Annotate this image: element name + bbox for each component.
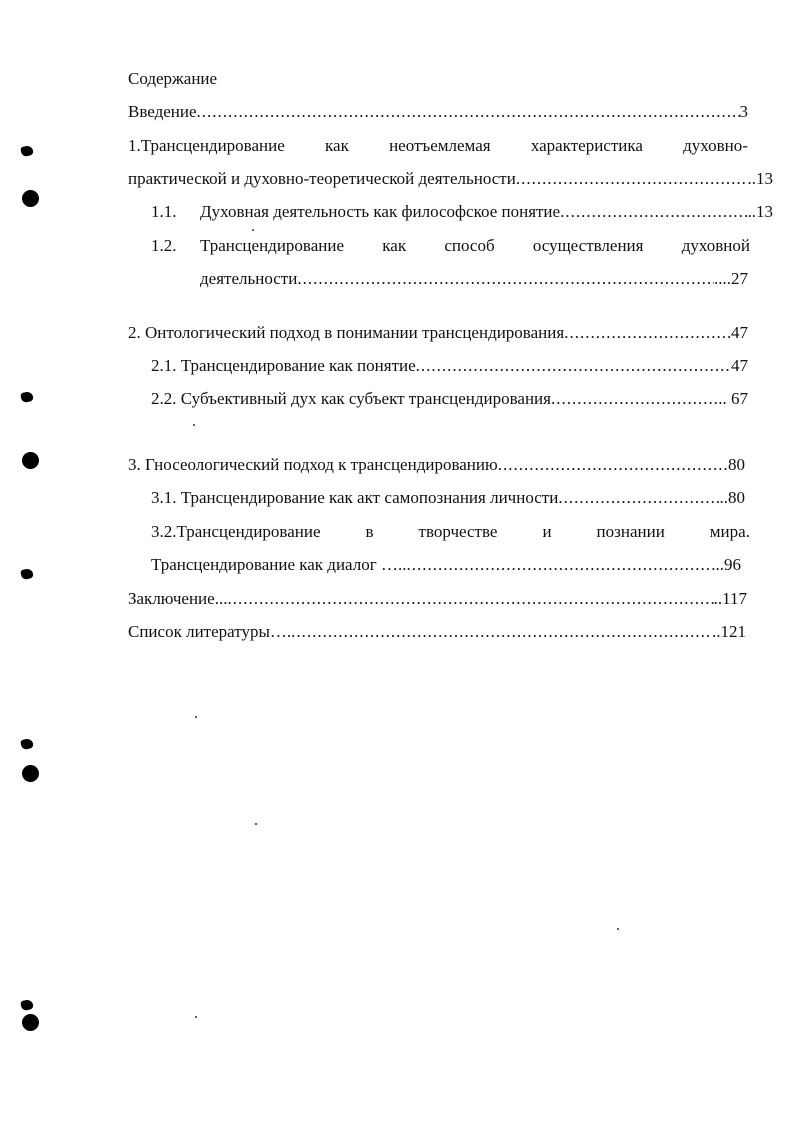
toc-entry-label: деятельности [200, 269, 298, 288]
word: осуществления [532, 236, 644, 255]
toc-entry-section-1-1[interactable] [200, 202, 773, 222]
word: духовной [681, 236, 750, 255]
word: познании [596, 522, 665, 541]
dot-leader [416, 356, 731, 376]
toc-page-number: ....27 [714, 269, 748, 288]
scan-speck [193, 424, 195, 426]
toc-page-number: ..80 [719, 488, 745, 507]
toc-entry-label: Введение [128, 102, 197, 121]
dot-leader [498, 455, 728, 475]
toc-entry-section-2-1[interactable] [151, 356, 748, 376]
punch-mark [20, 391, 34, 403]
toc-page-number: .. 67 [718, 389, 748, 408]
toc-page-number: 3 [739, 102, 748, 121]
punch-mark [20, 568, 34, 580]
dot-leader [558, 488, 719, 508]
toc-entry-section-3-1[interactable] [151, 488, 745, 508]
toc-section-number: 1.1. [151, 202, 177, 221]
toc-entry-conclusion[interactable] [128, 589, 747, 609]
toc-title: Содержание [128, 69, 218, 88]
word: способ [444, 236, 495, 255]
word: духовно- [683, 136, 748, 155]
toc-section-number: 1.2. [151, 236, 177, 255]
toc-page-number: 47 [731, 323, 748, 342]
dot-leader [516, 169, 748, 189]
toc-entry-chapter-1-line-2[interactable] [128, 169, 773, 189]
toc-entry-chapter-1-line-1[interactable] [128, 136, 748, 156]
binder-hole [22, 1014, 39, 1031]
toc-entry-label: 2.1. Трансцендирование как понятие [151, 356, 416, 375]
toc-entry-label: 3. Гносеологический подход к трансцендированию [128, 455, 498, 474]
toc-entry-label: 2.2. Субъективный дух как субъект трансцендирования [151, 389, 551, 408]
toc-page-number: ..13 [747, 169, 773, 188]
toc-page-number: ..13 [747, 202, 773, 221]
word: 1.Трансцендирование [128, 136, 285, 155]
word: как [325, 136, 349, 155]
toc-entry-chapter-3[interactable] [128, 455, 745, 475]
word: и [542, 522, 552, 541]
dot-leader [297, 269, 714, 289]
toc-entry-bibliography[interactable] [128, 622, 746, 642]
toc-entry-label: 2. Онтологический подход в понимании трансцендирования [128, 323, 565, 342]
toc-page-number: 80 [728, 455, 745, 474]
dot-leader [227, 589, 713, 609]
toc-entry-section-3-2-line-2[interactable] [151, 555, 741, 575]
toc-entry-label: практической и духовно-теоретической деятельности [128, 169, 516, 188]
binder-hole [22, 190, 39, 207]
word: в [365, 522, 374, 541]
punch-mark [20, 145, 34, 157]
word: как [382, 236, 407, 255]
word: творчестве [418, 522, 498, 541]
toc-entry-label: Список литературы…. [128, 622, 292, 641]
toc-entry-label: 3.1. Трансцендирование как акт самопознания личности [151, 488, 559, 507]
toc-entry-chapter-2[interactable] [128, 323, 748, 343]
toc-entry-label: Духовная деятельность как философское понятие [200, 202, 561, 221]
scan-speck [195, 716, 197, 718]
punch-mark [20, 738, 34, 750]
scan-speck [195, 1016, 197, 1018]
dot-leader [560, 202, 747, 222]
toc-page-number: ..121 [712, 622, 746, 641]
binder-hole [22, 452, 39, 469]
dot-leader [551, 389, 718, 409]
toc-entry-section-2-2[interactable] [151, 389, 748, 409]
toc-entry-section-3-2-line-1[interactable] [151, 522, 750, 542]
toc-page-number: ..117 [713, 589, 747, 608]
word: неотъемлемая [389, 136, 491, 155]
word: Трансцендирование [200, 236, 345, 255]
scan-speck [617, 928, 619, 930]
dot-leader [564, 323, 731, 343]
toc-entry-introduction[interactable] [128, 102, 748, 122]
dot-leader [291, 622, 712, 642]
toc-page-number: ...96 [711, 555, 741, 574]
toc-entry-label: Трансцендирование как диалог ….. [151, 555, 407, 574]
toc-entry-label: Заключение... [128, 589, 228, 608]
binder-hole [22, 765, 39, 782]
word: 3.2.Трансцендирование [151, 522, 321, 541]
word: мира. [709, 522, 750, 541]
scan-speck [255, 823, 257, 825]
word: характеристика [530, 136, 643, 155]
toc-entry-section-1-2-line-1[interactable] [200, 236, 750, 256]
toc-entry-section-1-2-line-2[interactable] [200, 269, 748, 289]
punch-mark [20, 999, 34, 1011]
scan-speck [252, 229, 254, 231]
dot-leader [406, 555, 711, 575]
dot-leader [197, 102, 740, 122]
toc-page-number: 47 [731, 356, 748, 375]
